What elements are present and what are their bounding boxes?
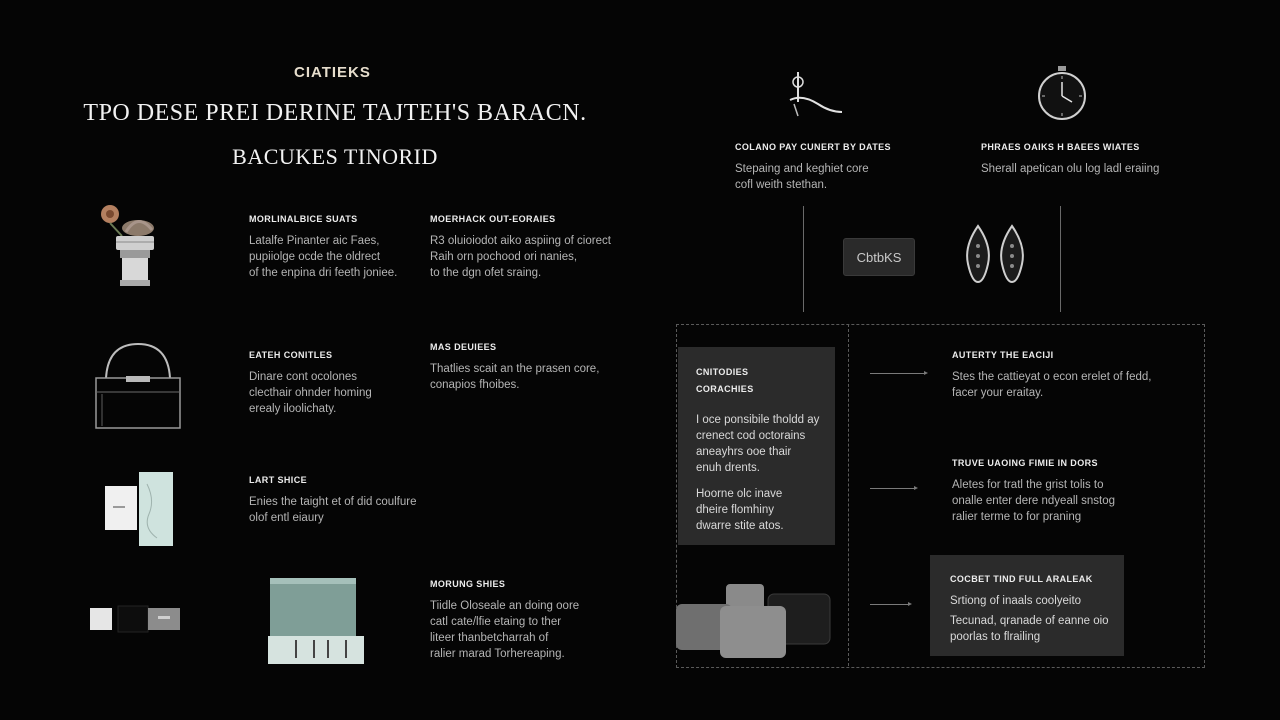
left-block-b	[430, 214, 611, 281]
block-line: olof entl eiaury	[249, 512, 324, 524]
block-line: ralier marad Torhereaping.	[430, 648, 565, 660]
arrow-connector	[870, 373, 926, 374]
panel-line: Srtiong of inaals coolyeito	[950, 595, 1082, 607]
block-line: Aletes for tratl the grist tolis to	[952, 479, 1104, 491]
arrow-connector	[870, 488, 916, 489]
hook-icon	[784, 68, 844, 122]
block-line: to the dgn ofet sraing.	[430, 267, 542, 279]
block-line: onalle enter dere ndyeall snstog	[952, 495, 1116, 507]
page-subtitle: BACUKES TINORID	[232, 144, 438, 169]
right-block-h	[981, 142, 1159, 177]
left-block-a	[249, 214, 397, 281]
handbag-icon	[92, 338, 184, 432]
tray-icon	[266, 574, 366, 668]
block-line: conapios fhoibes.	[430, 379, 520, 391]
block-line: erealy iloolichaty.	[249, 403, 337, 415]
block-line: Tiidle Oloseale an doing oore	[430, 600, 580, 612]
divider-line	[1060, 206, 1061, 312]
block-title: COLANO PAY CUNERT BY DATES	[735, 142, 891, 152]
left-block-d	[430, 342, 599, 393]
block-line: ralier terme to for praning	[952, 511, 1082, 523]
panel-line: dwarre stite atos.	[696, 520, 784, 532]
dashed-divider	[848, 324, 849, 666]
block-line: R3 oluioiodot aiko aspiing of ciorect	[430, 235, 611, 247]
block-line: cofl weith stethan.	[735, 179, 828, 191]
left-block-f	[430, 579, 579, 662]
panel-line: I oce ponsibile tholdd ay	[696, 414, 820, 426]
page-title: TPO DESE PREI DERINE TAJTEH'S BARACN.	[83, 100, 587, 126]
block-title: TRUVE UAOING FIMIE IN DORS	[952, 458, 1098, 468]
block-title: MAS DEUIEES	[430, 342, 497, 352]
left-block-e	[249, 475, 417, 526]
flower-pot-icon	[96, 202, 166, 292]
block-line: catl cate/lfie etaing to ther	[430, 616, 562, 628]
panel-line: enuh drents.	[696, 462, 760, 474]
block-title: AUTERTY THE EACIJI	[952, 350, 1054, 360]
info-panel	[678, 347, 835, 545]
block-line: Raih orn pochood ori nanies,	[430, 251, 578, 263]
block-line: Stes the cattieyat o econ erelet of fedd,	[952, 371, 1152, 383]
panel-line: dheire flomhiny	[696, 504, 774, 516]
arrow-connector	[870, 604, 910, 605]
small-boxes-icon	[88, 604, 184, 634]
block-line: clecthair ohnder homing	[249, 387, 372, 399]
block-title: MOERHACK OUT-EORAIES	[430, 214, 556, 224]
panel-line: poorlas to flrailing	[950, 631, 1041, 643]
block-title: PHRAES OAIKS H BAEES WIATES	[981, 142, 1140, 152]
highlight-panel	[930, 555, 1124, 656]
right-block-g	[735, 142, 891, 193]
block-line: Thatlies scait an the prasen core,	[430, 363, 600, 375]
block-title: MORUNG SHIES	[430, 579, 506, 589]
block-title: LART SHICE	[249, 475, 307, 485]
logo-badge: CbtbKS	[843, 238, 915, 276]
clock-icon	[1036, 66, 1088, 122]
cards-icon	[103, 470, 175, 548]
panel-line: Tecunad, qranade of eanne oio	[950, 615, 1109, 627]
panel-title: CNITODIES	[696, 367, 749, 377]
block-line: Sherall apetican olu log ladl eraiing	[981, 163, 1160, 175]
brand-logo: CIATIEKS	[294, 64, 371, 81]
panel-title: COCBET TIND FULL ARALEAK	[950, 574, 1093, 584]
block-title: EATEH CONITLES	[249, 350, 333, 360]
panel-line: aneayhrs ooe thair	[696, 446, 792, 458]
divider-line	[803, 206, 804, 312]
pillows-icon	[672, 580, 836, 662]
block-line: of the enpina dri feeth joniee.	[249, 267, 398, 279]
block-title: MORLINALBICE SUATS	[249, 214, 358, 224]
block-line: pupiiolge ocde the oldrect	[249, 251, 381, 263]
block-line: Latalfe Pinanter aic Faes,	[249, 235, 380, 247]
panel-line: crenect cod octorains	[696, 430, 806, 442]
block-line: facer your eraitay.	[952, 387, 1044, 399]
panel-title: CORACHIES	[696, 384, 754, 394]
left-block-c	[249, 350, 372, 417]
right-block-i	[952, 350, 1151, 401]
block-line: Stepaing and keghiet core	[735, 163, 869, 175]
block-line: Dinare cont ocolones	[249, 371, 358, 383]
block-line: liteer thanbetcharrah of	[430, 632, 549, 644]
block-line: Enies the taight et of did coulfure	[249, 496, 417, 508]
right-block-j	[952, 458, 1115, 525]
panel-line: Hoorne olc inave	[696, 488, 783, 500]
earrings-icon	[960, 222, 1032, 288]
